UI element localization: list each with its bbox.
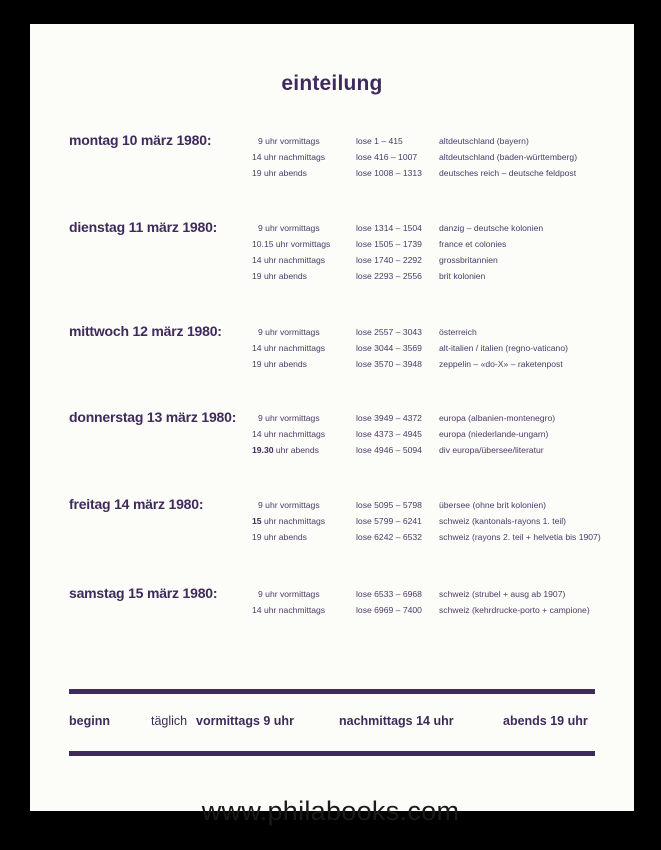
day-label: samstag 15 märz 1980: [69,585,218,601]
session-description: europa (niederlande-ungarn) [439,429,549,439]
session-time [258,500,320,510]
session-description: schweiz (kantonals-rayons 1. teil) [439,516,567,526]
session-lots: lose 5095 – 5798 [356,500,422,510]
session-lots: lose 4373 – 4945 [356,429,422,439]
session-time [252,445,319,455]
session-time-text: 14 uhr nachmittags [252,343,326,353]
session-lots: lose 3570 – 3948 [356,359,422,369]
session-time-text: 9 uhr vormittags [258,223,320,233]
session-lots: lose 1505 – 1739 [356,239,422,249]
session-time [252,359,307,369]
session-time-text: 14 uhr nachmittags [252,255,326,265]
footer-evening: abends 19 uhr [503,714,588,728]
session-description: schweiz (kehrdrucke-porto + campione) [439,605,590,615]
session-row [69,500,629,516]
day-label: mittwoch 12 märz 1980: [69,323,222,339]
session-lots: lose 2293 – 2556 [356,271,422,281]
session-time-text: 9 uhr vormittags [258,589,320,599]
session-time-text: uhr abends [273,445,319,455]
footer-afternoon: nachmittags 14 uhr [339,714,454,728]
session-lots: lose 3949 – 4372 [356,413,422,423]
footer-morning: vormittags 9 uhr [196,714,294,728]
top-rule [69,689,595,694]
session-row [69,152,629,168]
session-time-text: 9 uhr vormittags [258,327,320,337]
session-lots: lose 1008 – 1313 [356,168,422,178]
session-description: altdeutschland (baden-württemberg) [439,152,578,162]
session-time-text: 9 uhr vormittags [258,500,320,510]
session-description: schweiz (rayons 2. teil + helvetia bis 1907) [439,532,601,542]
session-lots: lose 416 – 1007 [356,152,418,162]
session-row [69,359,629,375]
session-time [252,516,325,526]
session-description: france et colonies [439,239,507,249]
session-time-text: 19 uhr abends [252,168,307,178]
session-row [69,168,629,184]
session-time-bold: 19.30 [252,445,274,455]
session-time [252,532,307,542]
session-description: zeppelin – «do-X» – raketenpost [439,359,563,369]
session-row [69,239,629,255]
session-row [69,589,629,605]
session-row [69,445,629,461]
session-lots: lose 3044 – 3569 [356,343,422,353]
session-lots: lose 5799 – 6241 [356,516,422,526]
session-description: grossbritannien [439,255,498,265]
session-row [69,136,629,152]
session-time-bold: 15 [252,516,262,526]
session-time [258,413,320,423]
session-time-text: uhr nachmittags [261,516,326,526]
session-lots: lose 6533 – 6968 [356,589,422,599]
session-description: danzig – deutsche kolonien [439,223,544,233]
session-lots: lose 4946 – 5094 [356,445,422,455]
session-lots: lose 6242 – 6532 [356,532,422,542]
session-time-text: 14 uhr nachmittags [252,429,326,439]
session-row [69,605,629,621]
session-time [258,136,320,146]
session-lots: lose 2557 – 3043 [356,327,422,337]
session-row [69,255,629,271]
session-description: div europa/übersee/literatur [439,445,544,455]
session-description: europa (albanien-montenegro) [439,413,556,423]
watermark: www.philabooks.com [201,796,460,826]
session-lots: lose 6969 – 7400 [356,605,422,615]
page-title: einteilung [281,72,383,95]
catalog-page [30,24,634,811]
session-row [69,223,629,239]
session-lots: lose 1314 – 1504 [356,223,422,233]
session-time-text: 19 uhr abends [252,532,307,542]
day-label: freitag 14 märz 1980: [69,496,204,512]
session-time [252,429,325,439]
session-time-text: 10.15 uhr vormittags [252,239,331,249]
session-description: brit kolonien [439,271,486,281]
session-row [69,532,629,548]
session-time-text: 9 uhr vormittags [258,136,320,146]
session-row [69,327,629,343]
session-row [69,343,629,359]
day-label: dienstag 11 märz 1980: [69,219,218,235]
day-label: montag 10 märz 1980: [69,132,212,148]
day-label: donnerstag 13 märz 1980: [69,409,237,425]
session-description: übersee (ohne brit kolonien) [439,500,547,510]
session-time [258,589,320,599]
session-time [252,343,325,353]
session-description: alt-italien / italien (regno-vaticano) [439,343,568,353]
session-lots: lose 1 – 415 [356,136,403,146]
session-time-text: 14 uhr nachmittags [252,152,326,162]
session-time [252,255,325,265]
session-time [258,327,320,337]
session-time-text: 9 uhr vormittags [258,413,320,423]
session-time-text: 14 uhr nachmittags [252,605,326,615]
session-row [69,429,629,445]
session-time [252,271,307,281]
bottom-rule [69,751,595,756]
session-time [252,239,330,249]
session-lots: lose 1740 – 2292 [356,255,422,265]
session-time [252,168,307,178]
footer-daily-prefix: täglich [151,714,188,728]
session-description: altdeutschland (bayern) [439,136,529,146]
session-time-text: 19 uhr abends [252,271,307,281]
session-description: österreich [439,327,477,337]
session-description: schweiz (strubel + ausg ab 1907) [439,589,566,599]
session-time-text: 19 uhr abends [252,359,307,369]
session-row [69,413,629,429]
footer-beginn: beginn [69,714,110,728]
session-time [252,152,325,162]
session-time [258,223,320,233]
session-description: deutsches reich – deutsche feldpost [439,168,577,178]
session-row [69,516,629,532]
session-time [252,605,325,615]
session-row [69,271,629,287]
